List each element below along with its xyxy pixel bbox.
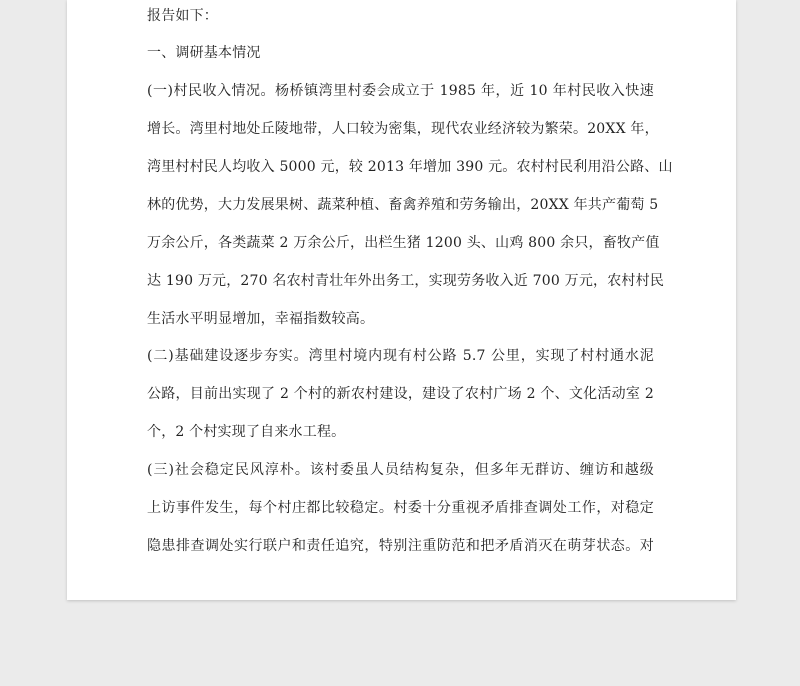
text-line: 生活水平明显增加，幸福指数较高。 xyxy=(147,311,375,327)
text-line: 林的优势，大力发展果树、蔬菜种植、畜禽养殖和劳务输出，20XX 年共产葡萄 5 xyxy=(147,197,659,213)
text-line: 增长。湾里村地处丘陵地带，人口较为密集，现代农业经济较为繁荣。20XX 年， xyxy=(147,121,659,137)
text-line: 万余公斤，各类蔬菜 2 万余公斤，出栏生猪 1200 头、山鸡 800 余只，畜牧产值 xyxy=(147,235,660,251)
text-line: 湾里村村民人均收入 5000 元，较 2013 年增加 390 元。农村村民利用沿公路、山 xyxy=(147,159,673,175)
text-line: 隐患排查调处实行联户和责任追究，特别注重防范和把矛盾消灭在萌芽状态。对 xyxy=(147,538,654,554)
text-line: 报告如下： xyxy=(147,8,218,24)
text-line: 上访事件发生，每个村庄都比较稳定。村委十分重视矛盾排查调处工作，对稳定 xyxy=(147,500,654,516)
document-page xyxy=(67,0,736,600)
section-heading: 一、调研基本情况 xyxy=(147,45,261,61)
text-line: 个，2 个村实现了自来水工程。 xyxy=(147,424,346,440)
text-line: (二)基础建设逐步夯实。湾里村境内现有村公路 5.7 公里，实现了村村通水泥 xyxy=(147,348,654,364)
text-line: 公路，目前出实现了 2 个村的新农村建设，建设了农村广场 2 个、文化活动室 2 xyxy=(147,386,654,402)
text-line: 达 190 万元，270 名农村青壮年外出务工，实现劳务收入近 700 万元，农村村民 xyxy=(147,273,665,289)
text-line: (一)村民收入情况。杨桥镇湾里村委会成立于 1985 年，近 10 年村民收入快速 xyxy=(147,83,654,99)
text-line: (三)社会稳定民风淳朴。该村委虽人员结构复杂，但多年无群访、缠访和越级 xyxy=(147,462,654,478)
